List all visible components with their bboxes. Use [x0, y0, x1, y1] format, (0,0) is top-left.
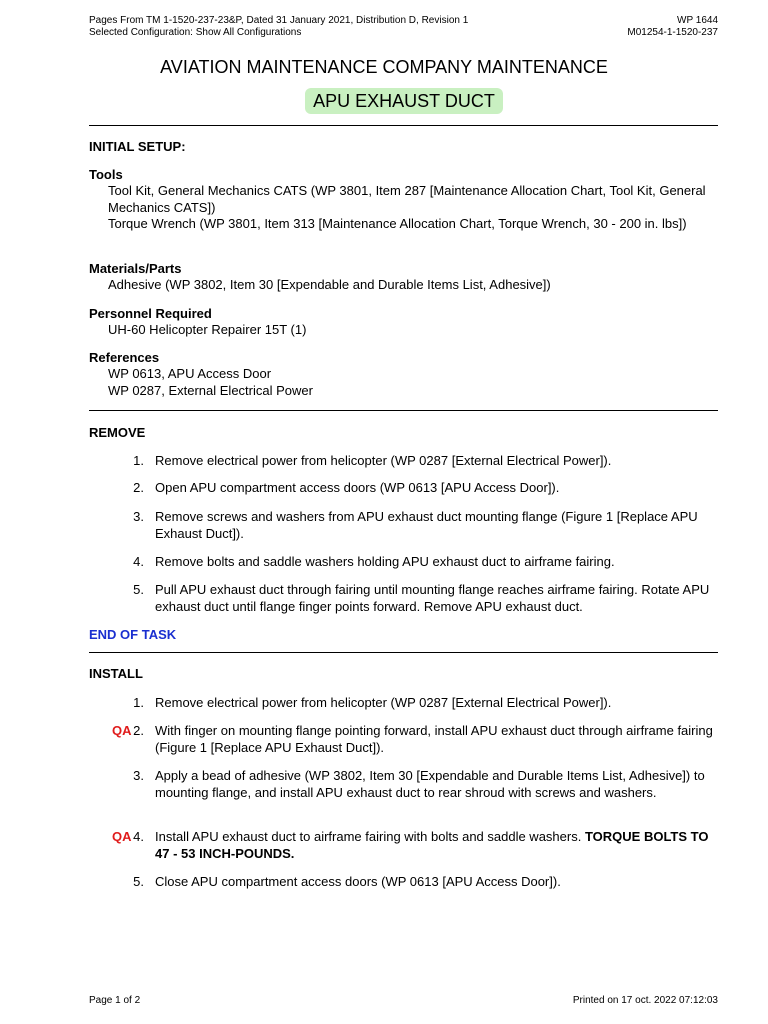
personnel-heading: Personnel Required — [89, 306, 212, 321]
tools-heading: Tools — [89, 167, 123, 182]
work-package-number: WP 1644 — [677, 15, 718, 26]
step-text: Remove electrical power from helicopter (WP 0287 [External Electrical Power]). — [155, 695, 612, 710]
remove-heading: REMOVE — [89, 425, 146, 440]
step-number: 4. — [133, 829, 144, 844]
materials-heading: Materials/Parts — [89, 261, 182, 276]
step-number: 3. — [133, 509, 144, 524]
step-number: 1. — [133, 695, 144, 710]
step-text: Remove bolts and saddle washers holding APU exhaust duct to airframe fairing. — [155, 554, 615, 569]
references-heading: References — [89, 350, 160, 365]
step-text: Remove screws and washers from APU exhaust duct mounting flange (Figure 1 [Replace APU Exhaust Duct]). — [155, 509, 698, 541]
document-code: M01254-1-1520-237 — [627, 27, 718, 38]
document-header-right — [627, 15, 718, 39]
page-number: Page 1 of 2 — [89, 995, 141, 1006]
subtitle-container — [0, 88, 768, 114]
step-number: 3. — [133, 768, 144, 783]
step-text: Remove electrical power from helicopter (WP 0287 [External Electrical Power]). — [155, 453, 612, 468]
header-source-line: Pages From TM 1-1520-237-23&P, Dated 31 January 2021, Distribution D, Revision 1 — [89, 15, 469, 26]
qa-marker: QA — [112, 829, 132, 844]
divider — [89, 125, 718, 126]
step-text: With finger on mounting flange pointing forward, install APU exhaust duct through airframe fairing (Figure 1 [Replace APU Exhaust Duct]). — [155, 723, 713, 755]
divider — [89, 652, 718, 653]
divider — [89, 410, 718, 411]
install-heading: INSTALL — [89, 666, 143, 681]
step-text: Open APU compartment access doors (WP 0613 [APU Access Door]). — [155, 480, 560, 495]
step-text — [155, 829, 715, 862]
step-text: Close APU compartment access doors (WP 0613 [APU Access Door]). — [155, 874, 561, 889]
step-number: 5. — [133, 874, 144, 889]
reference-item: WP 0287, External Electrical Power — [108, 383, 313, 398]
material-item: Adhesive (WP 3802, Item 30 [Expendable and Durable Items List, Adhesive]) — [108, 277, 551, 292]
end-of-task-marker: END OF TASK — [89, 627, 177, 642]
qa-marker: QA — [112, 723, 132, 738]
torque-spec: TORQUE BOLTS TO 47 - 53 INCH-POUNDS. — [155, 829, 709, 861]
header-configuration-line: Selected Configuration: Show All Configurations — [89, 27, 302, 38]
reference-item: WP 0613, APU Access Door — [108, 366, 272, 381]
page-title: AVIATION MAINTENANCE COMPANY MAINTENANCE — [160, 57, 608, 77]
step-number: 1. — [133, 453, 144, 468]
page-subtitle: APU EXHAUST DUCT — [305, 88, 503, 114]
tool-item: Torque Wrench (WP 3801, Item 313 [Maintenance Allocation Chart, Torque Wrench, 30 - 200 in. lbs]) — [108, 216, 687, 231]
initial-setup-heading: INITIAL SETUP: — [89, 139, 186, 154]
print-timestamp: Printed on 17 oct. 2022 07:12:03 — [572, 995, 718, 1006]
step-text-plain: Install APU exhaust duct to airframe fairing with bolts and saddle washers. — [155, 829, 585, 844]
tool-item: Tool Kit, General Mechanics CATS (WP 3801, Item 287 [Maintenance Allocation Chart, Tool Kit, General Mechanics CATS]) — [108, 183, 706, 215]
step-number: 2. — [133, 723, 144, 738]
personnel-item: UH-60 Helicopter Repairer 15T (1) — [108, 322, 307, 337]
document-header-left — [89, 15, 468, 39]
step-text: Apply a bead of adhesive (WP 3802, Item 30 [Expendable and Durable Items List, Adhesive]) to mounting flange, and install APU exhaust duct to rear shroud with screws and washers. — [155, 768, 705, 800]
step-text: Pull APU exhaust duct through fairing until mounting flange reaches airframe fairing. Rotate APU exhaust duct until flange finger points forward. Remove APU exhaust duct. — [155, 582, 710, 614]
step-number: 5. — [133, 582, 144, 597]
step-number: 4. — [133, 554, 144, 569]
step-number: 2. — [133, 480, 144, 495]
